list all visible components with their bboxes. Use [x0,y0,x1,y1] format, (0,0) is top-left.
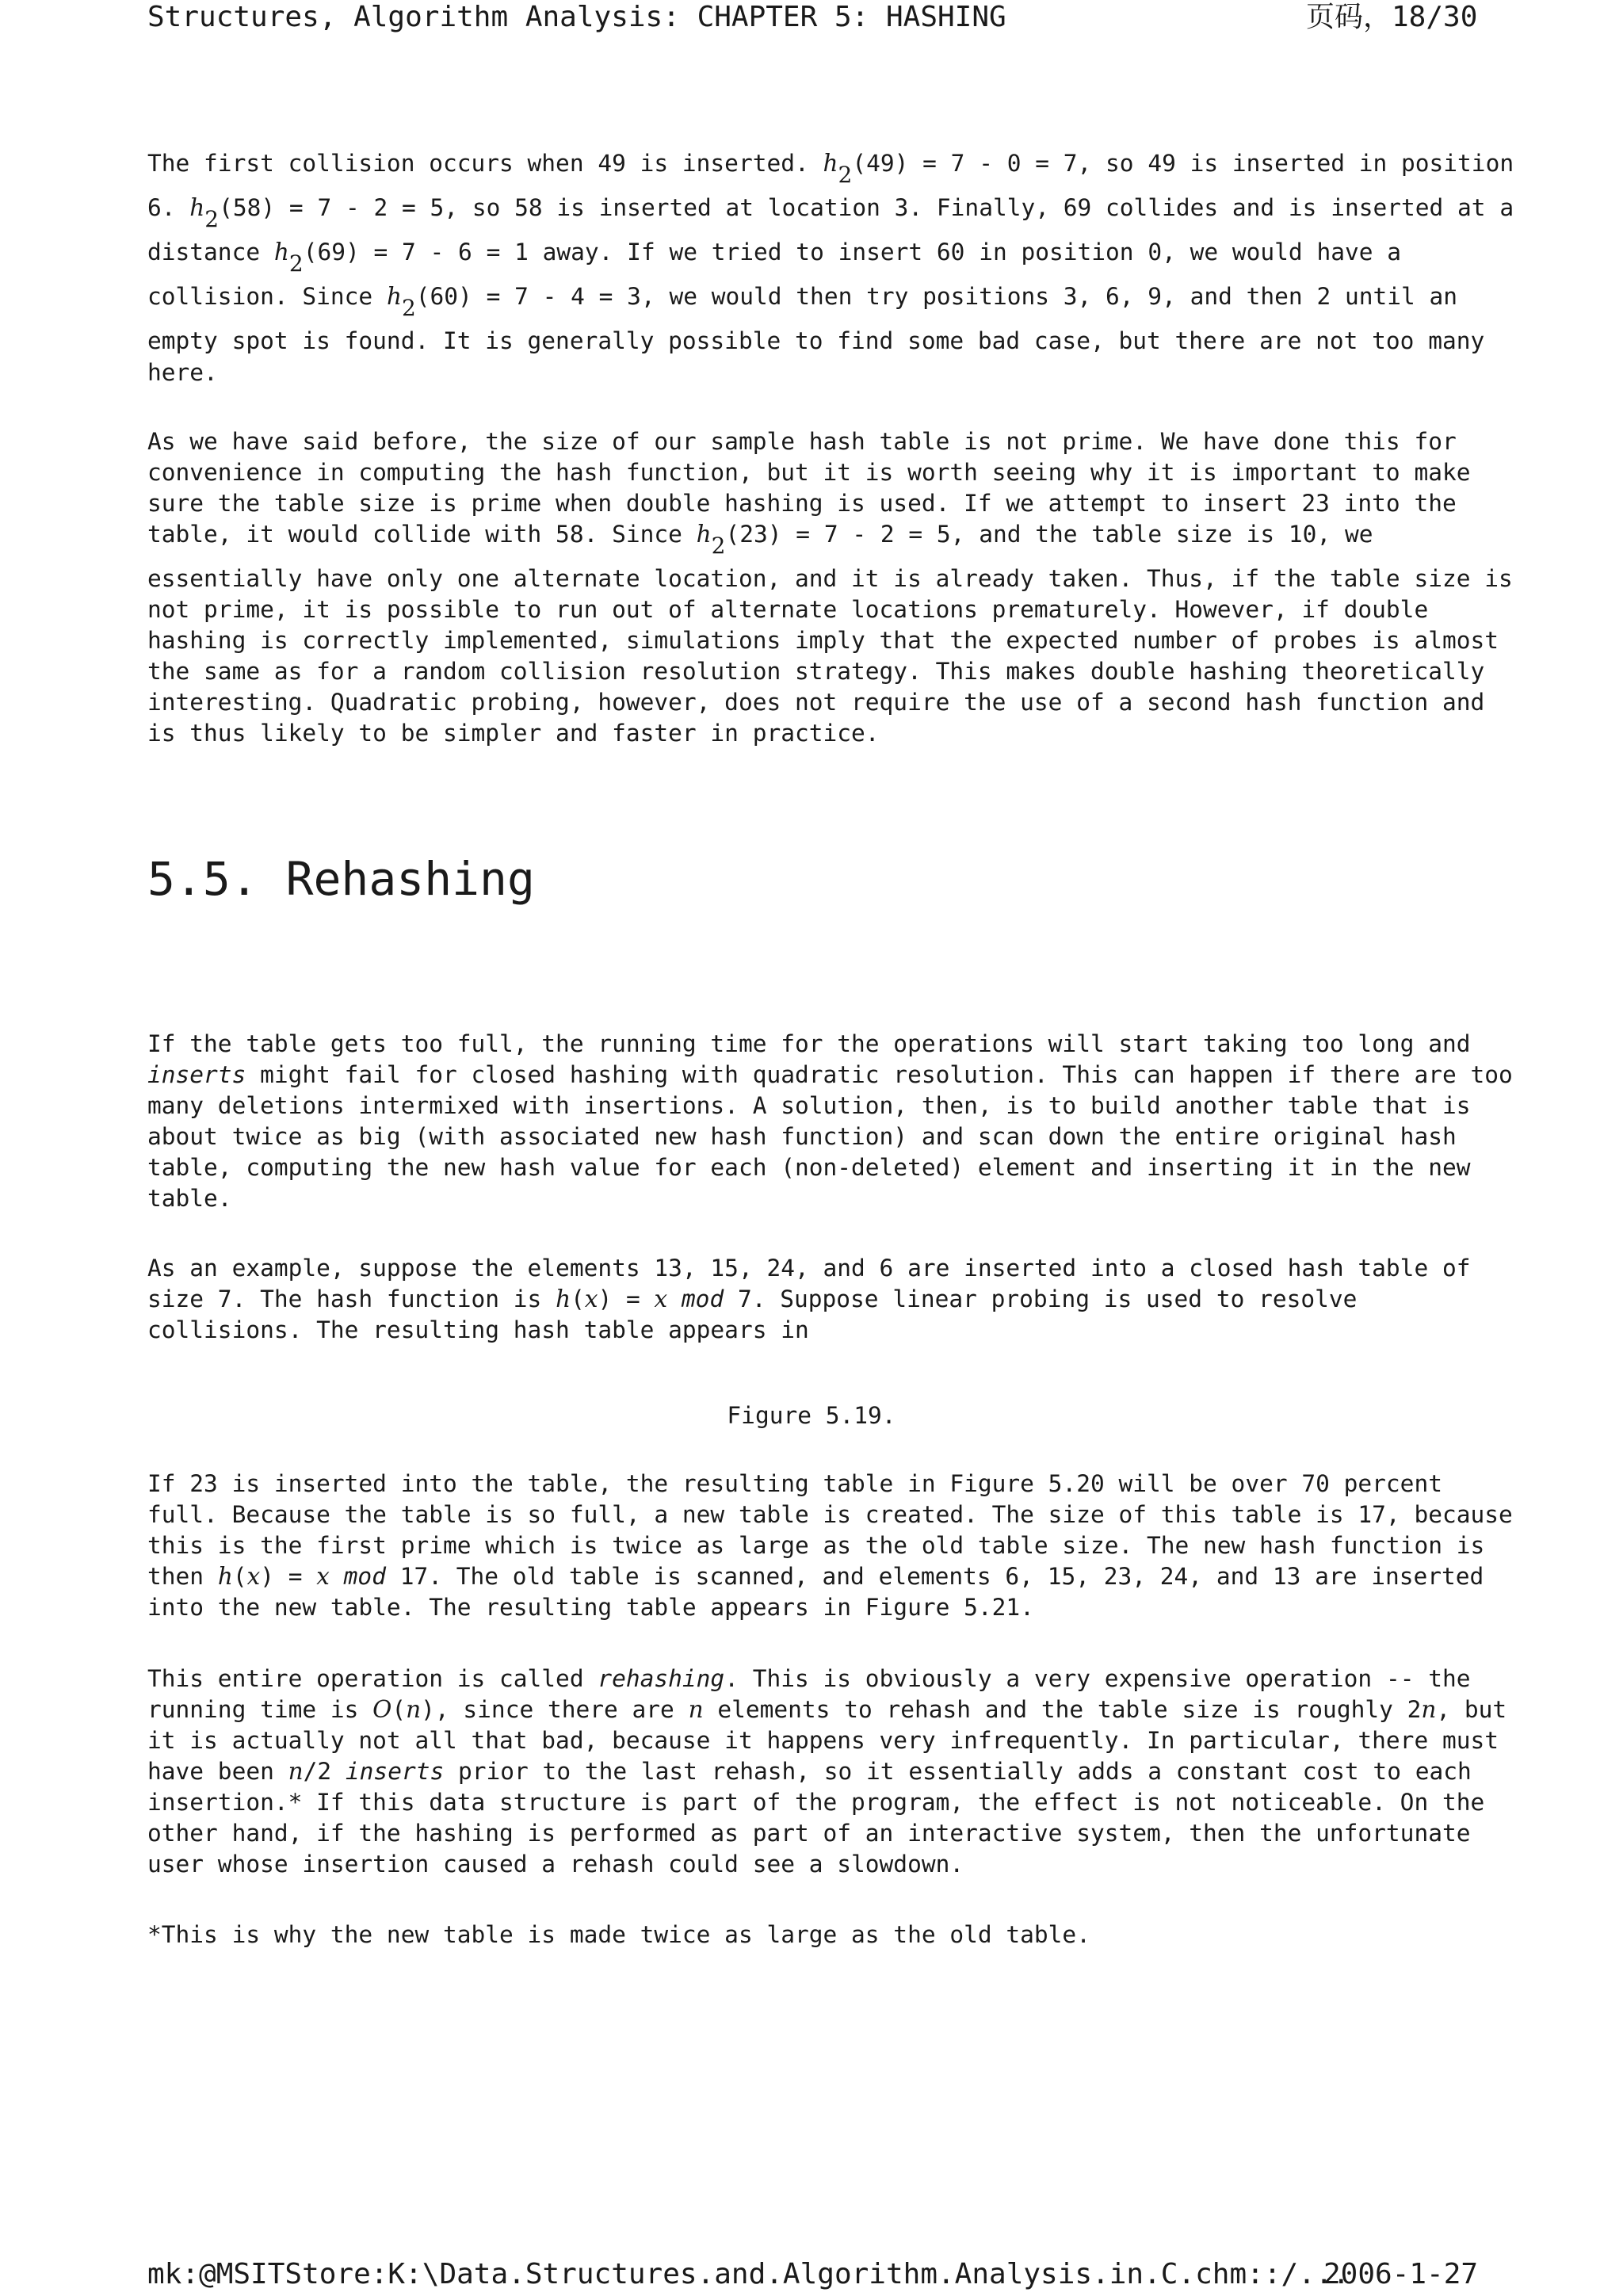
text-line: insertion.* If this data structure is part of the program, the effect is not noticeable. On the [147,1789,1485,1816]
text-line: distance h2(69) = 7 - 6 = 1 away. If we tried to insert 60 in position 0, we would have a [147,239,1402,277]
text-line: The first collision occurs when 49 is inserted. h2(49) = 7 - 0 = 7, so 49 is inserted in position [147,150,1514,188]
text-line: the same as for a random collision resolution strategy. This makes double hashing theoretically [147,658,1485,685]
page-header-title: Structures, Algorithm Analysis: CHAPTER 5: HASHING [147,1,1006,33]
text-line: running time is O(n), since there are n elements to rehash and the table size is roughly 2n, but [147,1696,1507,1723]
text-line: convenience in computing the hash function, but it is worth seeing why it is important to make [147,459,1471,486]
text-line: about twice as big (with associated new hash function) and scan down the entire original hash [147,1123,1457,1150]
text-line: 6. h2(58) = 7 - 2 = 5, so 58 is inserted at location 3. Finally, 69 collides and is inserted at a [147,194,1514,232]
text-line: empty spot is found. It is generally possible to find some bad case, but there are not too many [147,327,1485,354]
text-line: As an example, suppose the elements 13, 15, 24, and 6 are inserted into a closed hash table of [147,1255,1471,1282]
text-line: this is the first prime which is twice as large as the old table size. The new hash function is [147,1532,1485,1559]
footnote: *This is why the new table is made twice as large as the old table. [147,1921,1090,1948]
text-line: inserts might fail for closed hashing with quadratic resolution. This can happen if there are too [147,1061,1513,1088]
text-line: other hand, if the hashing is performed as part of an interactive system, then the unfortunate [147,1820,1471,1847]
text-line: user whose insertion caused a rehash could see a slowdown. [147,1851,964,1878]
text-line: not prime, it is possible to run out of alternate locations prematurely. However, if double [147,596,1429,623]
text-line: size 7. The hash function is h(x) = x mod 7. Suppose linear probing is used to resolve [147,1286,1358,1312]
text-line: table, computing the new hash value for each (non-deleted) element and inserting it in the new [147,1154,1471,1181]
text-line: into the new table. The resulting table appears in Figure 5.21. [147,1594,1034,1621]
footer-source-path: mk:@MSITStore:K:\Data.Structures.and.Algorithm.Analysis.in.C.chm::/... [147,2258,1350,2290]
text-line: If 23 is inserted into the table, the resulting table in Figure 5.20 will be over 70 percent [147,1470,1442,1497]
text-line: If the table gets too full, the running time for the operations will start taking too long and [147,1030,1471,1057]
text-line: here. [147,359,218,386]
text-line: full. Because the table is so full, a new table is created. The size of this table is 17, because [147,1501,1513,1528]
text-line: This entire operation is called rehashing. This is obviously a very expensive operation -- the [147,1665,1471,1692]
text-line: sure the table size is prime when double hashing is used. If we attempt to insert 23 into the [147,490,1457,517]
section-heading: 5.5. Rehashing [147,852,535,906]
text-line: collision. Since h2(60) = 7 - 4 = 3, we would then try positions 3, 6, 9, and then 2 until an [147,283,1458,321]
text-line: then h(x) = x mod 17. The old table is scanned, and elements 6, 15, 23, 24, and 13 are inserted [147,1563,1484,1590]
text-line: many deletions intermixed with insertions. A solution, then, is to build another table that is [147,1092,1471,1119]
page-header-page-number: 页码，18/30 [1306,1,1478,33]
text-line: collisions. The resulting hash table appears in [147,1316,809,1343]
text-line: hashing is correctly implemented, simulations imply that the expected number of probes is almost [147,627,1499,654]
text-line: it is actually not all that bad, because it happens very infrequently. In particular, there must [147,1727,1499,1754]
text-line: essentially have only one alternate location, and it is already taken. Thus, if the table size is [147,565,1513,592]
text-line: table. [147,1185,232,1212]
text-line: have been n/2 inserts prior to the last rehash, so it essentially adds a constant cost to each [147,1758,1472,1785]
text-line: interesting. Quadratic probing, however, does not require the use of a second hash function and [147,689,1485,716]
text-line: is thus likely to be simpler and faster in practice. [147,720,880,747]
figure-caption: Figure 5.19. [727,1402,896,1429]
text-line: As we have said before, the size of our sample hash table is not prime. We have done this for [147,428,1457,455]
footer-date: 2006-1-27 [1323,2258,1479,2290]
text-line: table, it would collide with 58. Since h2(23) = 7 - 2 = 5, and the table size is 10, we [147,521,1373,559]
